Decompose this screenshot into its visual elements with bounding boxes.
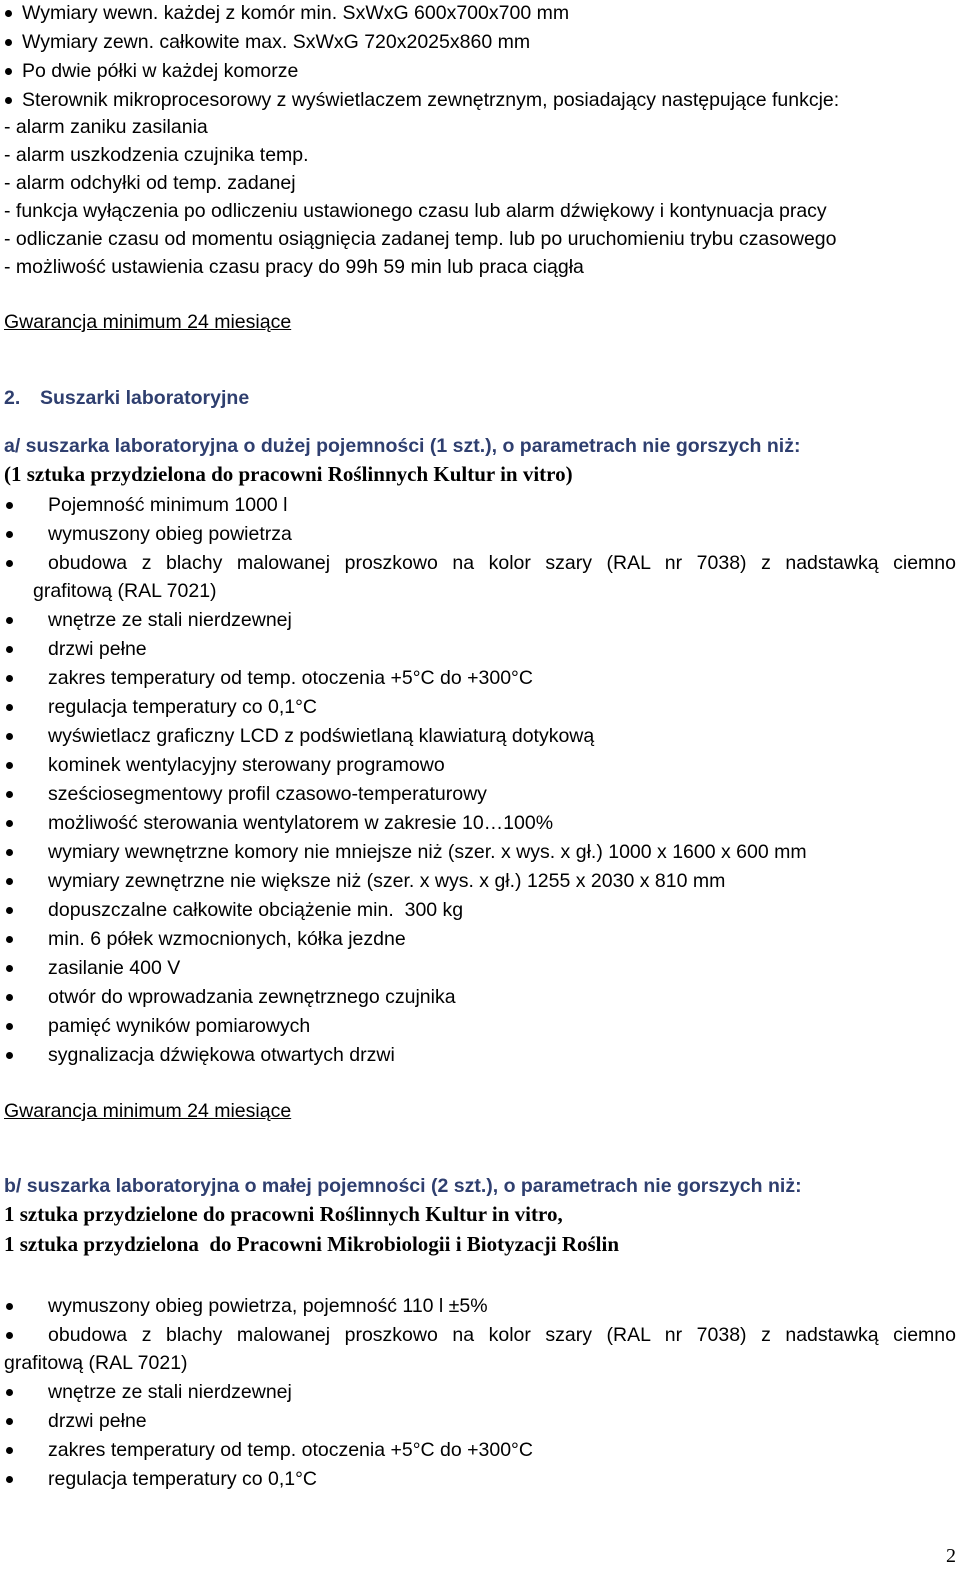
list-item: wymiary zewnętrzne nie większe niż (szer. x wys. x gł.) 1255 x 2030 x 810 mm bbox=[48, 870, 726, 892]
bullet-icon bbox=[6, 1389, 13, 1396]
allocation-note: 1 sztuka przydzielone do pracowni Roślinnych Kultur in vitro, bbox=[4, 1202, 563, 1226]
bullet-icon bbox=[6, 617, 13, 624]
bullet-icon bbox=[6, 994, 13, 1001]
list-item: Wymiary wewn. każdej z komór min. SxWxG 600x700x700 mm bbox=[22, 2, 570, 24]
list-item: otwór do wprowadzania zewnętrznego czujnika bbox=[48, 986, 456, 1008]
list-item: pamięć wyników pomiarowych bbox=[48, 1015, 311, 1037]
list-item: Wymiary zewn. całkowite max. SxWxG 720x2025x860 mm bbox=[22, 31, 531, 53]
bullet-icon bbox=[6, 820, 13, 827]
list-item: zasilanie 400 V bbox=[48, 957, 181, 979]
bullet-icon bbox=[5, 97, 12, 104]
list-item: drzwi pełne bbox=[48, 1410, 147, 1432]
bullet-icon bbox=[5, 68, 12, 75]
list-item: Pojemność minimum 1000 l bbox=[48, 494, 288, 516]
bullet-icon bbox=[6, 1418, 13, 1425]
list-item: wnętrze ze stali nierdzewnej bbox=[48, 609, 292, 631]
bullet-icon bbox=[5, 39, 12, 46]
bullet-icon bbox=[6, 1052, 13, 1059]
bullet-icon bbox=[6, 907, 13, 914]
list-item: Po dwie półki w każdej komorze bbox=[22, 60, 299, 82]
list-item: - alarm odchyłki od temp. zadanej bbox=[4, 172, 296, 194]
bullet-icon bbox=[6, 878, 13, 885]
list-item: Sterownik mikroprocesorowy z wyświetlaczem zewnętrznym, posiadający następujące funkcje: bbox=[22, 89, 840, 111]
subsection-heading-a: a/ suszarka laboratoryjna o dużej pojemności (1 szt.), o parametrach nie gorszych niż: bbox=[4, 435, 801, 457]
list-item: wymiary wewnętrzne komory nie mniejsze niż (szer. x wys. x gł.) 1000 x 1600 x 600 mm bbox=[48, 841, 807, 863]
list-item: kominek wentylacyjny sterowany programowo bbox=[48, 754, 445, 776]
list-item: obudowa z blachy malowanej proszkowo na kolor szary (RAL nr 7038) z nadstawką ciemno bbox=[48, 1324, 956, 1346]
list-item: możliwość sterowania wentylatorem w zakresie 10…100% bbox=[48, 812, 554, 834]
list-item-continuation: grafitową (RAL 7021) bbox=[4, 1352, 188, 1374]
list-item: sześciosegmentowy profil czasowo-temperaturowy bbox=[48, 783, 487, 805]
page-number: 2 bbox=[946, 1545, 956, 1567]
bullet-icon bbox=[6, 733, 13, 740]
bullet-icon bbox=[6, 1332, 13, 1339]
bullet-icon bbox=[6, 1476, 13, 1483]
bullet-icon bbox=[6, 1447, 13, 1454]
list-item: dopuszczalne całkowite obciążenie min. 300 kg bbox=[48, 899, 464, 921]
bullet-icon bbox=[6, 1023, 13, 1030]
bullet-icon bbox=[6, 849, 13, 856]
allocation-note: (1 sztuka przydzielona do pracowni Roślinnych Kultur in vitro) bbox=[4, 462, 573, 486]
list-item-continuation: grafitową (RAL 7021) bbox=[33, 580, 217, 602]
subsection-heading-b: b/ suszarka laboratoryjna o małej pojemności (2 szt.), o parametrach nie gorszych niż: bbox=[4, 1175, 802, 1197]
list-item: wyświetlacz graficzny LCD z podświetlaną klawiaturą dotykową bbox=[48, 725, 595, 747]
bullet-icon bbox=[5, 10, 12, 17]
bullet-icon bbox=[6, 936, 13, 943]
section-number: 2. bbox=[4, 387, 21, 409]
list-item: min. 6 półek wzmocnionych, kółka jezdne bbox=[48, 928, 406, 950]
list-item: obudowa z blachy malowanej proszkowo na kolor szary (RAL nr 7038) z nadstawką ciemno bbox=[48, 552, 956, 574]
warranty-text: Gwarancja minimum 24 miesiące bbox=[4, 1100, 292, 1122]
bullet-icon bbox=[6, 675, 13, 682]
bullet-icon bbox=[6, 791, 13, 798]
list-item: - funkcja wyłączenia po odliczeniu ustawionego czasu lub alarm dźwiękowy i kontynuacja pracy bbox=[4, 200, 827, 222]
bullet-icon bbox=[6, 762, 13, 769]
list-item: regulacja temperatury co 0,1°C bbox=[48, 1468, 318, 1490]
list-item: zakres temperatury od temp. otoczenia +5°C do +300°C bbox=[48, 1439, 533, 1461]
list-item: wnętrze ze stali nierdzewnej bbox=[48, 1381, 292, 1403]
list-item: drzwi pełne bbox=[48, 638, 147, 660]
warranty-text: Gwarancja minimum 24 miesiące bbox=[4, 311, 292, 333]
bullet-icon bbox=[6, 531, 13, 538]
list-item: zakres temperatury od temp. otoczenia +5°C do +300°C bbox=[48, 667, 533, 689]
bullet-icon bbox=[6, 502, 13, 509]
list-item: wymuszony obieg powietrza bbox=[48, 523, 292, 545]
list-item: regulacja temperatury co 0,1°C bbox=[48, 696, 318, 718]
list-item: - odliczanie czasu od momentu osiągnięcia zadanej temp. lub po uruchomieniu trybu czasowego bbox=[4, 228, 837, 250]
bullet-icon bbox=[6, 1303, 13, 1310]
list-item: - alarm uszkodzenia czujnika temp. bbox=[4, 144, 309, 166]
bullet-icon bbox=[6, 560, 13, 567]
list-item: - możliwość ustawienia czasu pracy do 99h 59 min lub praca ciągła bbox=[4, 256, 584, 278]
list-item: sygnalizacja dźwiękowa otwartych drzwi bbox=[48, 1044, 395, 1066]
bullet-icon bbox=[6, 646, 13, 653]
section-title: Suszarki laboratoryjne bbox=[40, 387, 250, 409]
bullet-icon bbox=[6, 704, 13, 711]
allocation-note: 1 sztuka przydzielona do Pracowni Mikrobiologii i Biotyzacji Roślin bbox=[4, 1232, 620, 1256]
list-item: - alarm zaniku zasilania bbox=[4, 116, 208, 138]
list-item: wymuszony obieg powietrza, pojemność 110 l ±5% bbox=[48, 1295, 488, 1317]
bullet-icon bbox=[6, 965, 13, 972]
